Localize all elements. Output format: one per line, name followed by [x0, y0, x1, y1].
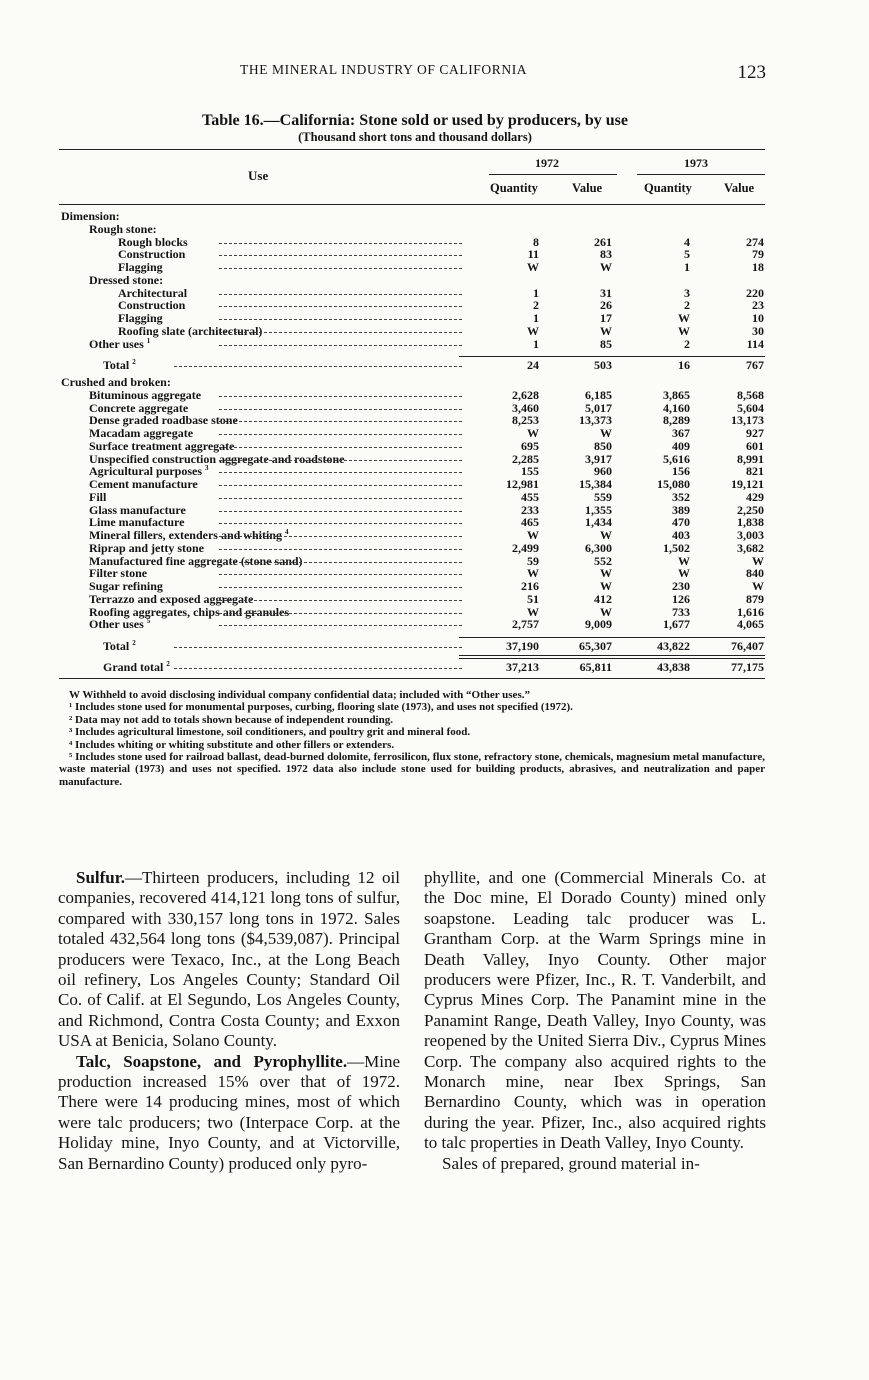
leader-dots — [219, 243, 462, 244]
col-value-1972: Value — [572, 181, 603, 195]
total-rule — [459, 658, 765, 659]
table-row — [59, 555, 765, 568]
value-1972-cell: W — [600, 604, 612, 619]
quantity-1973-cell: 403 — [672, 528, 690, 542]
footnote-ref: 2 — [132, 358, 136, 367]
value-1973-cell: 429 — [746, 489, 764, 504]
row-label: Bituminous aggregate — [89, 387, 202, 402]
row-label: Construction — [118, 247, 186, 262]
value-1973-cell: 3,682 — [737, 540, 764, 555]
section-heading: Crushed and broken: — [61, 375, 171, 389]
leader-dots — [219, 434, 462, 435]
value-1972-cell: 412 — [594, 591, 612, 606]
quantity-1972-cell: 3,460 — [512, 400, 539, 415]
value-1972-cell: 3,917 — [585, 451, 612, 466]
quantity-1973-cell: 1,502 — [663, 540, 690, 555]
quantity-1973-cell: 8,289 — [663, 413, 690, 428]
value-1973-cell: 79 — [752, 247, 764, 262]
leader-dots — [219, 396, 462, 397]
section-heading: Dimension: — [61, 209, 120, 223]
quantity-1972-cell: 8 — [533, 234, 539, 249]
quantity-1972-cell: W — [527, 426, 539, 440]
quantity-1973-cell: W — [678, 323, 690, 338]
value-1972-cell: 65,307 — [579, 639, 612, 653]
footnote-ref: 1 — [146, 336, 151, 345]
total-rule — [459, 637, 765, 638]
table-row — [59, 299, 765, 312]
value-1973-cell: 4,065 — [737, 617, 764, 632]
row-label: Other uses $^1$ — [89, 336, 151, 351]
quantity-1973-cell: 352 — [672, 489, 690, 504]
value-1973-cell: 23 — [752, 298, 764, 313]
quantity-1972-cell: 2 — [533, 298, 539, 313]
value-1973-cell: 767 — [746, 358, 764, 373]
value-1972-cell: 83 — [600, 247, 612, 262]
row-label: Riprap and jetty stone — [89, 540, 205, 555]
value-1972-cell: 17 — [600, 311, 612, 325]
leader-dots — [219, 485, 462, 486]
value-1973-cell: 1,616 — [737, 604, 764, 619]
quantity-1973-cell: 126 — [672, 591, 690, 606]
row-label: Surface treatment aggregate — [89, 438, 235, 453]
grand-total-rule — [459, 655, 765, 656]
value-1973-cell: 10 — [752, 311, 764, 325]
quantity-1973-cell: 409 — [672, 438, 690, 453]
value-1973-cell: 601 — [746, 438, 764, 453]
leader-dots — [219, 319, 462, 320]
table-title: Table 16.—California: Stone sold or used by producers, by use — [202, 112, 628, 129]
value-1972-cell: W — [600, 323, 612, 338]
talc-paragraph: —Mine production increased 15% over that of 1972. There were 14 producing mines, most of which were talc producers; two (Interpace Corp. at the Holiday mine, Inyo County, and at Victorville, San Bernardino County) produced only pyro- — [58, 1051, 400, 1173]
table-row — [59, 567, 765, 580]
value-1972-cell: 850 — [594, 438, 612, 453]
footnote: ² Data may not add to totals shown because of independent rounding. — [69, 713, 393, 726]
quantity-1972-cell: 12,981 — [506, 477, 539, 491]
quantity-1972-cell: 2,628 — [512, 387, 539, 402]
value-1972-cell: W — [600, 260, 612, 274]
quantity-1973-cell: 4 — [684, 234, 690, 249]
quantity-1972-cell: 24 — [527, 358, 539, 373]
quantity-1973-cell: 470 — [672, 515, 690, 530]
quantity-1972-cell: 1 — [533, 311, 539, 325]
value-1972-cell: W — [600, 528, 612, 542]
value-1973-cell: 8,991 — [737, 451, 764, 466]
quantity-1973-cell: 4,160 — [663, 400, 690, 415]
quantity-1973-cell: 3 — [684, 285, 690, 300]
value-1973-cell: 30 — [752, 323, 764, 338]
quantity-1973-cell: 43,822 — [657, 639, 690, 653]
leader-dots — [219, 268, 462, 269]
row-label: Lime manufacture — [89, 515, 185, 530]
row-label: Glass manufacture — [89, 502, 186, 517]
value-1973-cell: 821 — [746, 464, 764, 479]
leader-dots — [219, 409, 462, 410]
quantity-1973-cell: W — [678, 311, 690, 325]
talc-heading: Talc, Soapstone, and Pyrophyllite. — [76, 1051, 348, 1071]
leader-dots — [219, 306, 462, 307]
row-label: Cement manufacture — [89, 477, 198, 491]
value-1972-cell: W — [600, 426, 612, 440]
quantity-1973-cell: 2 — [684, 336, 690, 351]
running-head: THE MINERAL INDUSTRY OF CALIFORNIA — [240, 62, 528, 77]
footnote-ref: 2 — [132, 639, 136, 647]
table-row — [59, 478, 765, 491]
leader-dots — [219, 345, 462, 346]
leader-dots — [219, 562, 462, 563]
value-1972-cell: 65,811 — [579, 659, 612, 674]
value-1972-cell: 9,009 — [585, 617, 612, 632]
row-label: Flagging — [118, 311, 163, 325]
value-1972-cell: 6,300 — [585, 540, 612, 555]
row-label: Mineral fillers, extenders and whiting $^4$ — [89, 528, 289, 542]
total-rule — [459, 356, 765, 357]
quantity-1973-cell: 156 — [672, 464, 690, 479]
leader-dots — [219, 600, 462, 601]
row-label: Sugar refining — [89, 579, 163, 593]
quantity-1972-cell: 233 — [521, 502, 539, 517]
row-label: Other uses $^5$ — [89, 617, 151, 632]
leader-dots — [219, 549, 462, 550]
leader-dots — [219, 625, 462, 626]
subsection-heading: Dressed stone: — [89, 272, 164, 287]
table-row — [59, 606, 765, 619]
quantity-1972-cell: W — [527, 566, 539, 581]
leader-dots — [219, 574, 462, 575]
leader-dots — [219, 472, 462, 473]
table-row — [59, 618, 765, 631]
value-1972-cell: W — [600, 579, 612, 593]
year-1973-rule — [637, 174, 765, 175]
quantity-1972-cell: 216 — [521, 579, 539, 593]
value-1973-cell: 76,407 — [731, 639, 764, 653]
footnote-ref: 5 — [146, 617, 151, 626]
col-value-1973: Value — [724, 181, 755, 195]
row-label: Agricultural purposes $^3$ — [89, 464, 209, 479]
quantity-1973-cell: 733 — [672, 604, 690, 619]
value-1972-cell: 503 — [594, 358, 612, 373]
footnote: W Withheld to avoid disclosing individual company confidential data; included with “Other uses.” — [69, 689, 530, 701]
quantity-1972-cell: 1 — [533, 336, 539, 351]
leader-dots — [219, 587, 462, 588]
value-1973-cell: 1,838 — [737, 515, 764, 530]
leader-dots — [219, 294, 462, 295]
row-label: Architectural — [118, 285, 188, 300]
quantity-1973-cell: 1 — [684, 260, 690, 274]
value-1973-cell: 114 — [746, 336, 764, 351]
value-1973-cell: 220 — [746, 285, 764, 300]
value-1973-cell: 274 — [746, 234, 764, 249]
leader-dots — [219, 421, 462, 422]
table-header — [59, 150, 765, 204]
value-1972-cell: 1,355 — [585, 502, 612, 517]
row-label: Filter stone — [89, 566, 148, 581]
quantity-1973-cell: 5,616 — [663, 451, 690, 466]
total-row — [59, 359, 765, 372]
body-column-right — [424, 868, 766, 1174]
quantity-1972-cell: 11 — [527, 247, 539, 262]
table-row — [59, 248, 765, 261]
leader-dots — [219, 332, 462, 333]
quantity-1972-cell: 465 — [521, 515, 539, 530]
leader-dots — [219, 447, 462, 448]
value-1973-cell: 77,175 — [731, 659, 764, 674]
value-1972-cell: 31 — [600, 285, 612, 300]
table-row — [59, 261, 765, 274]
footnotes — [59, 689, 765, 788]
quantity-1972-cell: 59 — [527, 553, 539, 568]
quantity-1973-cell: 16 — [678, 358, 690, 373]
quantity-1973-cell: 43,838 — [657, 659, 690, 674]
talc-continued-paragraph: phyllite, and one (Commercial Minerals Co. at the Doc mine, El Dorado County) mined only soapstone. Leading talc producer was L. Grantham Corp. at the Warm Springs mine in Death Valley, Inyo County. Other major producers were Pfizer, Inc., R. T. Vanderbilt, and Cyprus Mines Corp. The Panamint mine in the Panamint Range, Death Valley, Inyo County, was reopened by the United Sierra Div., Cyprus Mines Corp. The company also acquired rights to the Monarch mine, near Ibex Springs, San Bernardino County, which was in operation during the year. Pfizer, Inc., also acquired rights to talc properties in Death Valley, Inyo County. — [424, 868, 766, 1153]
quantity-1972-cell: 1 — [533, 285, 539, 300]
quantity-1972-cell: W — [527, 604, 539, 619]
leader-dots — [219, 523, 462, 524]
leader-dots — [219, 498, 462, 499]
leader-dots — [219, 460, 462, 461]
value-1973-cell: 840 — [746, 566, 764, 581]
total-row — [59, 640, 765, 653]
row-label: Roofing slate (architectural) — [118, 323, 263, 338]
value-1972-cell: 261 — [594, 234, 612, 249]
quantity-1972-cell: 695 — [521, 438, 539, 453]
sulfur-paragraph: —Thirteen producers, including 12 oil companies, recovered 414,121 long tons of sulfur, compared with 330,157 long tons in 1972. Sales totaled 432,564 long tons ($4,539,087). Principal producers were Texaco, Inc., at the Long Beach oil refinery, Los Angeles County; Standard Oil Co. of Calif. at El Segundo, Los Angeles County, and Richmond, Contra Costa County; and Exxon USA at Benicia, Solano County. — [58, 868, 400, 1051]
row-label: Construction — [118, 298, 186, 313]
table-row — [59, 338, 765, 351]
quantity-1973-cell: 2 — [684, 298, 690, 313]
leader-dots — [174, 366, 462, 367]
quantity-1973-cell: 15,080 — [657, 477, 690, 491]
value-1972-cell: 26 — [600, 298, 612, 313]
body-column-left — [58, 868, 400, 1174]
value-1973-cell: 3,003 — [737, 528, 764, 542]
leader-dots — [174, 668, 462, 669]
value-1972-cell: W — [600, 566, 612, 581]
quantity-1972-cell: 37,213 — [506, 659, 539, 674]
row-label: Concrete aggregate — [89, 400, 189, 415]
leader-dots — [219, 511, 462, 512]
year-1973-header: 1973 — [684, 156, 708, 170]
row-label: Manufactured fine aggregate (stone sand) — [89, 553, 303, 568]
page-number: 123 — [737, 62, 766, 83]
leader-dots — [219, 613, 462, 614]
quantity-1972-cell: 8,253 — [512, 413, 539, 428]
quantity-1972-cell: 2,499 — [512, 540, 539, 555]
quantity-1972-cell: 155 — [521, 464, 539, 479]
row-label: Roofing aggregates, chips and granules — [89, 604, 290, 619]
value-1973-cell: 19,121 — [731, 477, 764, 491]
footnote-ref: 4 — [284, 528, 289, 536]
leader-dots — [219, 536, 462, 537]
leader-dots — [174, 647, 462, 648]
row-label: Fill — [89, 489, 107, 504]
sulfur-heading: Sulfur. — [76, 868, 125, 887]
row-label: Unspecified construction aggregate and roadstone — [89, 451, 345, 466]
footnote-ref: 2 — [166, 659, 170, 668]
footnote: ¹ Includes stone used for monumental purposes, curbing, flooring slate (1973), and uses not specified (1972). — [69, 701, 573, 714]
value-1972-cell: 1,434 — [585, 515, 612, 530]
row-label: Total $^2$ — [103, 358, 136, 373]
quantity-1973-cell: 230 — [672, 579, 690, 593]
value-1973-cell: 13,173 — [731, 413, 764, 428]
value-1973-cell: W — [752, 553, 764, 568]
footnote-ref: 3 — [205, 464, 209, 473]
value-1972-cell: 552 — [594, 553, 612, 568]
total-row — [59, 661, 765, 674]
quantity-1973-cell: W — [678, 566, 690, 581]
value-1972-cell: 13,373 — [579, 413, 612, 428]
row-label: Grand total $^2$ — [103, 659, 170, 674]
col-use-header: Use — [248, 168, 269, 183]
row-label: Dense graded roadbase stone — [89, 413, 238, 428]
row-label: Rough blocks — [118, 234, 188, 249]
stone-table — [59, 149, 765, 679]
row-label: Terrazzo and exposed aggregate — [89, 591, 254, 606]
value-1973-cell: 2,250 — [737, 502, 764, 517]
value-1972-cell: 6,185 — [585, 387, 612, 402]
row-label: Flagging — [118, 260, 163, 274]
quantity-1972-cell: 37,190 — [506, 639, 539, 653]
footnote: ³ Includes agricultural limestone, soil conditioners, and poultry grit and mineral food. — [69, 726, 471, 739]
value-1972-cell: 5,017 — [585, 400, 612, 415]
row-label: Macadam aggregate — [89, 426, 194, 440]
quantity-1973-cell: 3,865 — [663, 387, 690, 402]
quantity-1972-cell: W — [527, 323, 539, 338]
value-1972-cell: 15,384 — [579, 477, 612, 491]
quantity-1972-cell: 2,285 — [512, 451, 539, 466]
year-1972-header: 1972 — [535, 156, 559, 170]
quantity-1972-cell: 51 — [527, 591, 539, 606]
col-quantity-1973: Quantity — [644, 181, 692, 195]
quantity-1973-cell: 389 — [672, 502, 690, 517]
footnote: ⁵ Includes stone used for railroad ballast, dead-burned dolomite, ferrosilicon, flux stone, refractory stone, chemicals, magnesium metal manufacture, waste material (1973) and uses not specified. 1972 data also include stone used for building products, abrasives, and neutralization and paper manufacture. — [59, 751, 765, 788]
table-row — [59, 325, 765, 338]
value-1972-cell: 559 — [594, 489, 612, 504]
quantity-1972-cell: W — [527, 260, 539, 274]
quantity-1973-cell: W — [678, 553, 690, 568]
value-1973-cell: 5,604 — [737, 400, 764, 415]
quantity-1972-cell: 455 — [521, 489, 539, 504]
quantity-1973-cell: 5 — [684, 247, 690, 262]
subsection-heading: Rough stone: — [89, 221, 157, 236]
quantity-1972-cell: W — [527, 528, 539, 542]
table-subtitle: (Thousand short tons and thousand dollars) — [298, 130, 532, 144]
col-quantity-1972: Quantity — [490, 181, 538, 195]
year-1972-rule — [489, 174, 617, 175]
value-1973-cell: W — [752, 579, 764, 593]
value-1973-cell: 927 — [746, 426, 764, 440]
quantity-1973-cell: 367 — [672, 426, 690, 440]
value-1973-cell: 879 — [746, 591, 764, 606]
value-1973-cell: 18 — [752, 260, 764, 274]
leader-dots — [219, 255, 462, 256]
value-1972-cell: 85 — [600, 336, 612, 351]
table-bottom-rule — [59, 678, 765, 679]
quantity-1973-cell: 1,677 — [663, 617, 690, 632]
quantity-1972-cell: 2,757 — [512, 617, 539, 632]
footnote: ⁴ Includes whiting or whiting substitute and other fillers or extenders. — [69, 738, 395, 751]
sales-paragraph: Sales of prepared, ground material in- — [442, 1153, 700, 1173]
value-1973-cell: 8,568 — [737, 387, 764, 402]
row-label: Total $^2$ — [103, 639, 136, 653]
value-1972-cell: 960 — [594, 464, 612, 479]
